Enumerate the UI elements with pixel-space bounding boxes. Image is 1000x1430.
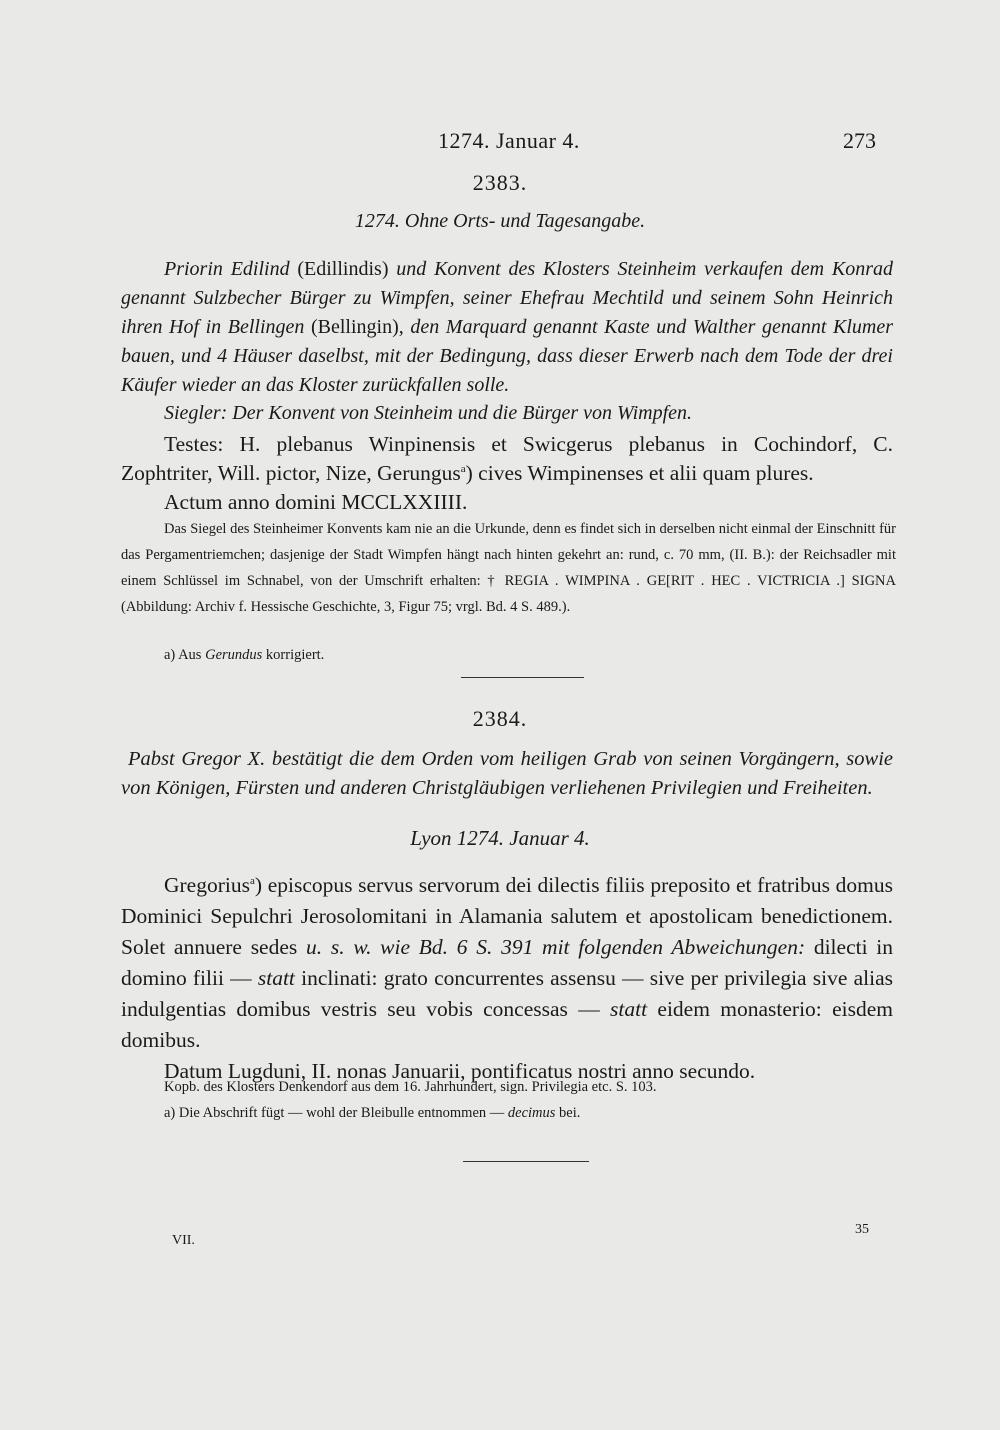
- dateline-2384: Lyon 1274. Januar 4.: [410, 826, 590, 850]
- text-part: statt: [257, 966, 295, 990]
- siegler-text: Siegler: Der Konvent von Steinheim und die Bürger von Wimpfen.: [164, 402, 693, 424]
- summary-text: Pabst Gregor X. bestätigt die dem Orden vom heiligen Grab von seinen Vorgängern, sowie von Königen, Fürsten und anderen Christgläubigen verliehenen Privilegien und Freiheiten.: [121, 748, 893, 799]
- footnote-marker: a: [460, 462, 466, 475]
- text-part: statt: [610, 997, 648, 1021]
- document-number-2384: 2384.: [472, 706, 528, 731]
- testes-paragraph: [121, 430, 893, 488]
- remark-2383: [121, 516, 896, 620]
- footnote-text: bei.: [555, 1105, 581, 1121]
- footnote-2383: [164, 647, 324, 664]
- footnote-text: korrigiert.: [262, 647, 325, 663]
- footnote-text: Gerundus: [205, 647, 263, 663]
- footnote-text: decimus: [507, 1105, 556, 1121]
- footnote-text: a) Die Abschrift fügt — wohl der Bleibulle entnommen —: [164, 1105, 508, 1121]
- source-line: Kopb. des Klosters Denkendorf aus dem 16. Jahrhundert, sign. Privilegia etc. S. 103.: [164, 1079, 657, 1095]
- source-notes-2384: [121, 1074, 896, 1126]
- separator-rule: [461, 677, 584, 678]
- summary-part: und Konvent des Klosters Steinheim verkaufen dem Konrad genannt Sulzbecher Bürger zu Wimpfen, seiner Ehefrau Mechtild und seinem Sohn Heinrich ihren Hof in Bellingen: [121, 258, 893, 338]
- summary-2384: [121, 745, 893, 803]
- summary-part: Priorin Edilind: [164, 258, 290, 280]
- text-paragraph: [121, 870, 893, 1056]
- remark-text: Das Siegel des Steinheimer Konvents kam nie an die Urkunde, denn es findet sich in derselben nicht einmal der Einschnitt für das Pergamentriemchen; dasjenige der Stadt Wimpfen hängt nach hinten gekehrt an: rund, c. 70 mm, (II. B.): der Reichsadler mit einem Schlüssel im Schnabel, von der Umschrift erhalten: † REGIA . WIMPINA . GE[RIT . HEC . VICTRICIA .] SIGNA (Abbildung: Archiv f. Hessische Geschichte, 3, Figur 75; vrgl. Bd. 4 S. 489.).: [121, 521, 896, 615]
- separator-rule: [463, 1161, 589, 1162]
- testes-text: ) cives Wimpinenses et alii quam plures.: [465, 461, 814, 485]
- text-part: inclinati: grato concurrentes assensu — sive per privilegia sive alias indulgentias domibus vestris seu vobis concessas —: [121, 966, 894, 1021]
- text-part: Solet annuere sedes: [121, 935, 306, 959]
- summary-2383: [121, 255, 893, 400]
- footnote-text: a) Aus: [164, 647, 206, 663]
- text-body-2383: [121, 430, 893, 517]
- signature-mark: VII.: [172, 1233, 195, 1248]
- footnote-marker: a: [249, 874, 255, 887]
- page-number: 273: [843, 128, 876, 153]
- text-body-2384: [121, 870, 893, 1087]
- text-part: Gregorius: [164, 873, 250, 897]
- running-header: [0, 128, 1000, 158]
- text-part: u. s. w. wie Bd. 6 S. 391 mit folgenden Abweichungen:: [306, 935, 806, 959]
- summary-part: (Edillindis): [289, 258, 397, 280]
- footnote-2384: [121, 1100, 896, 1126]
- text-part: eidem monasterio: eisdem domibus.: [121, 997, 893, 1052]
- sheet-number: 35: [855, 1222, 869, 1237]
- siegler-line: [121, 399, 893, 428]
- summary-part: (Bellingin),: [304, 316, 411, 338]
- text-part: ) episcopus servus servorum dei dilectis filiis preposito et fratribus domus Dominici Sepulchri Jerosolomitani in Alamania salutem et apostolicam benedictionem.: [121, 873, 893, 928]
- running-title: 1274. Januar 4.: [438, 128, 580, 153]
- text-part: dilecti in domino filii —: [121, 935, 894, 990]
- datum-line: Datum Lugduni, II. nonas Januarii, pontificatus nostri anno secundo.: [164, 1059, 756, 1083]
- summary-part: den Marquard genannt Kaste und Walther genannt Klumer bauen, und 4 Häuser daselbst, mit der Bedingung, dass dieser Erwerb nach dem Tode der drei Käufer wieder an das Kloster zurückfallen solle.: [121, 316, 894, 396]
- actum-line: Actum anno domini MCCLXXIIII.: [164, 490, 468, 514]
- testes-text: Testes: H. plebanus Winpinensis et Swicgerus plebanus in Cochindorf, C. Zophtriter, Will. pictor, Nize, Gerungus: [121, 432, 893, 485]
- dateline-2383: 1274. Ohne Orts- und Tagesangabe.: [354, 210, 646, 232]
- document-number-2383: 2383.: [472, 170, 528, 195]
